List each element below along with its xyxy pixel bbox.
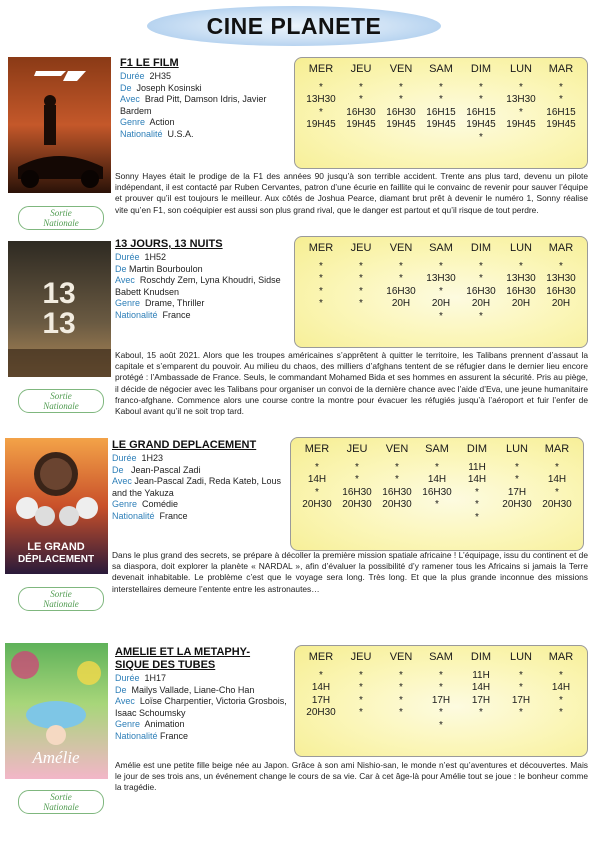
schedule-slot: *: [315, 461, 319, 473]
schedule-day-lun: [501, 242, 541, 324]
schedule-slot: *: [439, 719, 443, 731]
schedule-table: [290, 437, 584, 551]
schedule-day-header: DIM: [470, 242, 492, 254]
schedule-day-header: JEU: [350, 651, 372, 663]
schedule-day-header: VEN: [389, 63, 413, 75]
schedule-slot: *: [359, 94, 363, 106]
schedule-day-header: VEN: [389, 651, 413, 663]
schedule-slot: 14H: [551, 682, 571, 694]
schedule-slot: 16H30: [466, 285, 496, 297]
schedule-slot: *: [439, 310, 443, 322]
schedule-slot: *: [519, 260, 523, 272]
schedule-day-header: MER: [304, 443, 330, 455]
schedule-day-header: JEU: [350, 63, 372, 75]
schedule-slot: 20H30: [382, 499, 412, 511]
sortie-nationale-badge: Sortie Nationale: [18, 206, 104, 230]
schedule-slot: 17H: [311, 694, 331, 706]
schedule-slot: *: [479, 131, 483, 143]
movie-title: AMELIE ET LA METAPHY- SIQUE DES TUBES: [115, 646, 251, 671]
schedule-slot: 14H: [547, 474, 567, 486]
schedule-day-lun: [497, 443, 537, 525]
schedule-day-header: MER: [308, 242, 334, 254]
schedule-slot: *: [479, 273, 483, 285]
cinema-title-banner: [147, 6, 441, 46]
schedule-day-header: LUN: [509, 242, 532, 254]
cinema-name: CINE PLANETE: [206, 12, 382, 39]
schedule-slot: 16H30: [386, 285, 416, 297]
schedule-day-sam: [417, 443, 457, 525]
schedule-slot: *: [479, 707, 483, 719]
schedule-slot: *: [399, 260, 403, 272]
poster-amelie-text: Amélie: [32, 748, 80, 767]
schedule-slot: 20H: [391, 298, 411, 310]
schedule-slot: 11H: [468, 461, 486, 473]
schedule-slot: *: [515, 461, 519, 473]
schedule-slot: *: [319, 285, 323, 297]
movie-info: LE GRAND DEPLACEMENT Durée 1H23 De Jean-Pascal Zadi Avec Jean-Pascal Zadi, Reda Kateb, Lous and the Yakuza Genre Comédie Nationalité France: [112, 439, 284, 522]
sortie-nationale-badge: Sortie Nationale: [18, 790, 104, 814]
movie-title: LE GRAND DEPLACEMENT: [112, 439, 257, 451]
schedule-slot: *: [439, 260, 443, 272]
schedule-slot: *: [439, 81, 443, 93]
svg-text:DÉPLACEMENT: DÉPLACEMENT: [17, 554, 95, 565]
schedule-slot: *: [399, 669, 403, 681]
schedule-slot: *: [399, 707, 403, 719]
schedule-day-header: JEU: [350, 242, 372, 254]
schedule-slot: *: [315, 486, 319, 498]
schedule-day-mer: [301, 651, 341, 733]
schedule-day-header: MER: [308, 651, 334, 663]
schedule-day-header: LUN: [509, 63, 532, 75]
schedule-day-mar: [537, 443, 577, 525]
schedule-slot: *: [359, 694, 363, 706]
schedule-slot: 13H30: [506, 273, 536, 285]
schedule-slot: *: [319, 81, 323, 93]
schedule-slot: *: [555, 461, 559, 473]
schedule-slot: *: [399, 81, 403, 93]
schedule-slot: *: [355, 474, 359, 486]
schedule-slot: *: [319, 273, 323, 285]
schedule-slot: *: [439, 285, 443, 297]
schedule-slot: *: [475, 499, 479, 511]
schedule-day-header: SAM: [429, 63, 453, 75]
schedule-slot: 16H15: [426, 106, 456, 118]
schedule-slot: *: [475, 486, 479, 498]
schedule-day-mar: [541, 651, 581, 733]
poster-f1: [8, 57, 111, 193]
schedule-slot: *: [319, 298, 323, 310]
schedule-day-sam: [421, 63, 461, 145]
schedule-slot: *: [359, 81, 363, 93]
schedule-slot: 20H: [471, 298, 491, 310]
schedule-slot: *: [399, 273, 403, 285]
schedule-slot: *: [479, 260, 483, 272]
schedule-day-header: MAR: [548, 651, 574, 663]
schedule-day-jeu: [341, 651, 381, 733]
schedule-slot: 19H45: [346, 119, 376, 131]
schedule-slot: 16H15: [466, 106, 496, 118]
schedule-day-sam: [421, 651, 461, 733]
schedule-slot: *: [399, 694, 403, 706]
schedule-day-header: DIM: [470, 63, 492, 75]
schedule-slot: 17H: [507, 486, 527, 498]
sortie-nationale-badge: Sortie Nationale: [18, 389, 104, 413]
schedule-slot: *: [515, 474, 519, 486]
schedule-slot: 19H45: [426, 119, 456, 131]
schedule-day-header: DIM: [470, 651, 492, 663]
schedule-day-mer: [301, 63, 341, 145]
schedule-slot: 16H30: [342, 486, 372, 498]
schedule-slot: 20H30: [342, 499, 372, 511]
movie-info: F1 LE FILM Durée 2H35 De Joseph Kosinski Avec Brad Pitt, Damson Idris, Javier Bardem Genre Action Nationalité U.S.A.: [120, 57, 292, 140]
schedule-slot: *: [519, 707, 523, 719]
schedule-slot: *: [439, 682, 443, 694]
schedule-slot: 14H: [311, 682, 331, 694]
schedule-slot: *: [559, 694, 563, 706]
schedule-slot: *: [359, 260, 363, 272]
schedule-day-header: MAR: [548, 63, 574, 75]
schedule-slot: 14H: [471, 682, 491, 694]
schedule-slot: *: [519, 669, 523, 681]
schedule-day-jeu: [341, 242, 381, 324]
poster-grand-deplacement: [5, 438, 108, 574]
schedule-slot: *: [435, 499, 439, 511]
schedule-slot: *: [559, 94, 563, 106]
schedule-slot: *: [559, 669, 563, 681]
schedule-slot: 17H: [431, 694, 451, 706]
schedule-day-dim: [461, 242, 501, 324]
schedule-slot: 20H: [431, 298, 451, 310]
schedule-slot: *: [359, 285, 363, 297]
schedule-slot: *: [479, 94, 483, 106]
schedule-slot: 20H30: [542, 499, 572, 511]
schedule-slot: *: [519, 682, 523, 694]
schedule-slot: 19H45: [506, 119, 536, 131]
schedule-slot: *: [559, 260, 563, 272]
schedule-slot: 19H45: [466, 119, 496, 131]
sortie-nationale-badge: Sortie Nationale: [18, 587, 104, 611]
poster-13-jours-text: 13: [42, 277, 76, 310]
schedule-slot: 14H: [427, 474, 447, 486]
movie-info: 13 JOURS, 13 NUITS Durée 1H52 De Martin Bourboulon Avec Roschdy Zem, Lyna Khoudri, Sidse Babett Knudsen Genre Drame, Thriller Nationalité France: [115, 238, 287, 321]
schedule-slot: 13H30: [426, 273, 456, 285]
schedule-day-dim: [461, 651, 501, 733]
schedule-slot: *: [519, 81, 523, 93]
schedule-day-header: SAM: [429, 242, 453, 254]
schedule-slot: 14H: [307, 474, 327, 486]
schedule-day-header: JEU: [346, 443, 368, 455]
schedule-table: [294, 236, 588, 348]
schedule-day-ven: [381, 242, 421, 324]
schedule-slot: *: [395, 461, 399, 473]
schedule-table: [294, 57, 588, 169]
schedule-slot: 17H: [471, 694, 491, 706]
schedule-slot: *: [559, 81, 563, 93]
schedule-slot: *: [559, 707, 563, 719]
schedule-slot: 16H30: [382, 486, 412, 498]
schedule-slot: *: [319, 669, 323, 681]
schedule-table: [294, 645, 588, 757]
schedule-slot: *: [399, 94, 403, 106]
schedule-slot: *: [439, 94, 443, 106]
poster-amelie: [5, 643, 108, 779]
schedule-slot: 13H30: [546, 273, 576, 285]
schedule-day-header: MER: [308, 63, 334, 75]
schedule-day-header: VEN: [389, 242, 413, 254]
schedule-day-header: MAR: [544, 443, 570, 455]
movie-synopsis: Kaboul, 15 août 2021. Alors que les troupes américaines s’apprêtent à quitter le territoire, les Talibans prennent d’assaut la capitale et s’emparent du pouvoir. Au milieu du chaos, des milliers d’afghans tentent de se réfugier dans le dernier lieu encore protégé : l’Ambassade de France. Seuls, le commandant Mohamed Bida et ses hommes en assurent la sécurité. Pris au piège, il décide de négocier avec les Talibans pour organiser un convoi de la dernière chance avec l’aide d’Eva, une jeune humanitaire franco-afghane. Commence alors une course contre la montre pour évacuer les réfugiés jusqu’à l’aéroport et fuir l’enfer de Kaboul avant qu’il ne soit trop tard.: [115, 350, 588, 417]
schedule-slot: 19H45: [546, 119, 576, 131]
schedule-slot: 20H30: [302, 499, 332, 511]
schedule-slot: 17H: [511, 694, 531, 706]
schedule-day-mar: [541, 242, 581, 324]
schedule-day-mer: [301, 242, 341, 324]
schedule-slot: *: [555, 486, 559, 498]
schedule-day-ven: [381, 63, 421, 145]
schedule-day-lun: [501, 63, 541, 145]
schedule-day-jeu: [341, 63, 381, 145]
schedule-slot: 16H30: [346, 106, 376, 118]
schedule-day-ven: [381, 651, 421, 733]
schedule-slot: *: [395, 474, 399, 486]
schedule-slot: 20H30: [306, 707, 336, 719]
schedule-slot: *: [479, 81, 483, 93]
schedule-slot: 20H: [511, 298, 531, 310]
schedule-day-jeu: [337, 443, 377, 525]
schedule-slot: *: [475, 511, 479, 523]
schedule-slot: *: [359, 273, 363, 285]
schedule-day-mer: [297, 443, 337, 525]
schedule-day-dim: [457, 443, 497, 525]
schedule-slot: 16H30: [546, 285, 576, 297]
poster-grand-deplacement-text: LE GRAND: [27, 541, 85, 553]
schedule-slot: 19H45: [386, 119, 416, 131]
schedule-slot: *: [435, 461, 439, 473]
schedule-day-header: LUN: [505, 443, 528, 455]
schedule-slot: 13H30: [306, 94, 336, 106]
schedule-slot: 13H30: [506, 94, 536, 106]
movie-synopsis: Dans le plus grand des secrets, se prépare à décoller la première mission spatiale africaine ! L’équipage, issu du continent et de sa diaspora, doit explorer la planète « NARDAL », afin d’évaluer la possibilité d’y ramener tous les Africains si jamais la Terre devenait inhabitable. Le problème c’est que le voyage sera long. Très long. Et que la plus grande inconnue des missions interstellaires demeure l’entente entre les astronautes…: [112, 550, 588, 594]
schedule-slot: *: [359, 682, 363, 694]
schedule-day-header: LUN: [509, 651, 532, 663]
schedule-slot: *: [319, 260, 323, 272]
schedule-slot: 19H45: [306, 119, 336, 131]
schedule-day-mar: [541, 63, 581, 145]
schedule-slot: 20H: [551, 298, 571, 310]
movie-info: AMELIE ET LA METAPHY- SIQUE DES TUBES Durée 1H17 De Mailys Vallade, Liane-Cho Han Avec Loïse Charpentier, Victoria Grosbois, Isaac Schoumsky Genre Animation Nationalité France: [115, 646, 287, 741]
schedule-slot: *: [355, 461, 359, 473]
schedule-slot: 11H: [472, 669, 490, 681]
schedule-slot: 20H30: [502, 499, 532, 511]
schedule-day-header: SAM: [429, 651, 453, 663]
schedule-slot: 16H30: [386, 106, 416, 118]
svg-text:13: 13: [42, 307, 76, 340]
schedule-slot: *: [359, 707, 363, 719]
schedule-slot: 14H: [467, 474, 487, 486]
movie-title: F1 LE FILM: [120, 57, 179, 69]
schedule-slot: 16H30: [506, 285, 536, 297]
schedule-day-dim: [461, 63, 501, 145]
schedule-day-header: DIM: [466, 443, 488, 455]
movie-synopsis: Amélie est une petite fille beige née au Japon. Grâce à son ami Nishio-san, le monde n’est qu’aventures et découvertes. Mais le jour de ses trois ans, un événement change le cours de sa vie. Car à cet âge-là pour Amélie tout se joue : le bonheur comme la tragédie.: [115, 760, 588, 793]
schedule-slot: 16H30: [422, 486, 452, 498]
movie-synopsis: Sonny Hayes était le prodige de la F1 des années 90 jusqu’à son terrible accident. Trente ans plus tard, devenu un pilote indépendant, il est contacté par Ruben Cervantes, patron d’une écurie en faillite qui le convainc de revenir pour sauver l’équipe et prouver qu’il est toujours le meilleur. Aux côtés de Joshua Pearce, diamant brut prêt à devenir le numéro 1, Sonny réalise vite qu’en F1, son coéquipier est aussi son plus grand rival, que le danger est partout et qu’il risque de tout perdre.: [115, 171, 588, 215]
schedule-slot: *: [519, 106, 523, 118]
schedule-slot: 16H15: [546, 106, 576, 118]
schedule-slot: *: [319, 106, 323, 118]
schedule-slot: *: [439, 707, 443, 719]
schedule-day-ven: [377, 443, 417, 525]
schedule-day-header: MAR: [548, 242, 574, 254]
schedule-slot: *: [359, 669, 363, 681]
movie-title: 13 JOURS, 13 NUITS: [115, 238, 223, 250]
schedule-slot: *: [399, 682, 403, 694]
schedule-slot: *: [359, 298, 363, 310]
schedule-slot: *: [439, 669, 443, 681]
schedule-slot: *: [479, 310, 483, 322]
schedule-day-lun: [501, 651, 541, 733]
poster-13-jours: [8, 241, 111, 377]
schedule-day-header: VEN: [385, 443, 409, 455]
schedule-day-header: SAM: [425, 443, 449, 455]
schedule-day-sam: [421, 242, 461, 324]
